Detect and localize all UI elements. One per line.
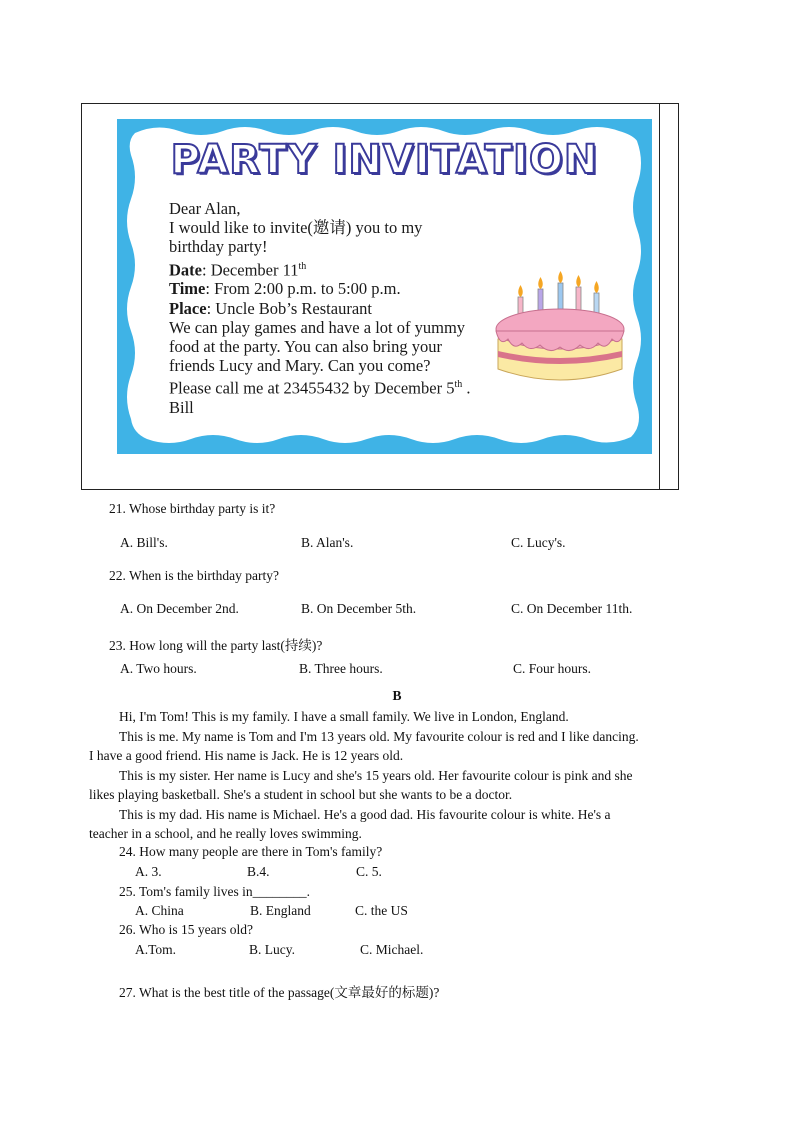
q26-option-b: B. Lucy. (249, 942, 295, 957)
q22-option-a: A. On December 2nd. (120, 601, 239, 616)
date-label: Date (169, 260, 202, 280)
passage-line: likes playing basketball. She's a student in school but she wants to be a doctor. (89, 787, 513, 802)
date-line (169, 257, 499, 280)
q24-option-b: B.4. (247, 864, 270, 879)
body-line-1: We can play games and have a lot of yummy (169, 317, 466, 337)
body-line-2: food at the party. You can also bring your (169, 336, 442, 356)
q24-option-c: C. 5. (356, 864, 382, 879)
birthday-cake-icon (490, 269, 630, 389)
q25-stem: 25. Tom's family lives in________. (119, 884, 310, 899)
q21-option-c: C. Lucy's. (511, 535, 566, 550)
q25-option-c: C. the US (355, 903, 408, 918)
place-label: Place (169, 298, 207, 318)
party-invitation-card (117, 119, 652, 454)
q23-stem: 23. How long will the party last(持续)? (109, 638, 323, 653)
invite-line-2: birthday party! (169, 237, 268, 257)
passage-line: Hi, I'm Tom! This is my family. I have a small family. We live in London, England. (119, 709, 569, 724)
q27-stem: 27. What is the best title of the passage(文章最好的标题)? (119, 985, 440, 1000)
q23-option-c: C. Four hours. (513, 661, 592, 676)
section-b-heading: B (392, 688, 402, 703)
body-line-4: Please call me at 23455432 by December 5th . (169, 378, 471, 398)
q26-option-c: C. Michael. (360, 942, 424, 957)
q21-stem: 21. Whose birthday party is it? (109, 501, 276, 516)
q23-option-b: B. Three hours. (299, 661, 383, 676)
q24-stem: 24. How many people are there in Tom's family? (119, 844, 383, 859)
place-line (169, 299, 499, 318)
q22-option-b: B. On December 5th. (301, 601, 417, 616)
passage-b (89, 707, 709, 844)
q22-option-c: C. On December 11th. (511, 601, 633, 616)
time-label: Time (169, 279, 206, 299)
body-line-3: friends Lucy and Mary. Can you come? (169, 356, 431, 376)
date-suffix: th (298, 260, 307, 272)
q21-option-b: B. Alan's. (301, 535, 354, 550)
q24-option-a: A. 3. (135, 864, 162, 879)
date-value: : December 11 (201, 260, 299, 280)
frame-divider (659, 103, 660, 490)
q26-option-a: A.Tom. (135, 942, 177, 957)
q22-stem: 22. When is the birthday party? (109, 568, 279, 583)
q23-option-a: A. Two hours. (120, 661, 197, 676)
passage-line: This is my dad. His name is Michael. He's a good dad. His favourite colour is white. He's a (119, 806, 611, 822)
invitation-body (169, 199, 499, 417)
passage-line: teacher in a school, and he really loves swimming. (89, 826, 362, 841)
q25-option-a: A. China (135, 903, 184, 918)
greeting: Dear Alan, (169, 199, 241, 218)
invitation-title: PARTY INVITATION (170, 137, 599, 183)
passage-line: This is me. My name is Tom and I'm 13 years old. My favourite colour is red and I like dancing. (119, 728, 639, 744)
passage-line: I have a good friend. His name is Jack. He is 12 years old. (89, 748, 404, 763)
time-line (169, 279, 499, 298)
time-value: : From 2:00 p.m. to 5:00 p.m. (205, 279, 401, 299)
signature: Bill (169, 398, 194, 418)
invite-line-1: I would like to invite(邀请) you to my (169, 218, 423, 238)
q21-option-a: A. Bill's. (120, 535, 168, 550)
q26-stem: 26. Who is 15 years old? (119, 922, 253, 937)
passage-line: This is my sister. Her name is Lucy and she's 15 years old. Her favourite colour is pink and she (119, 767, 633, 783)
place-value: : Uncle Bob’s Restaurant (206, 298, 372, 318)
q25-option-b: B. England (250, 903, 311, 918)
